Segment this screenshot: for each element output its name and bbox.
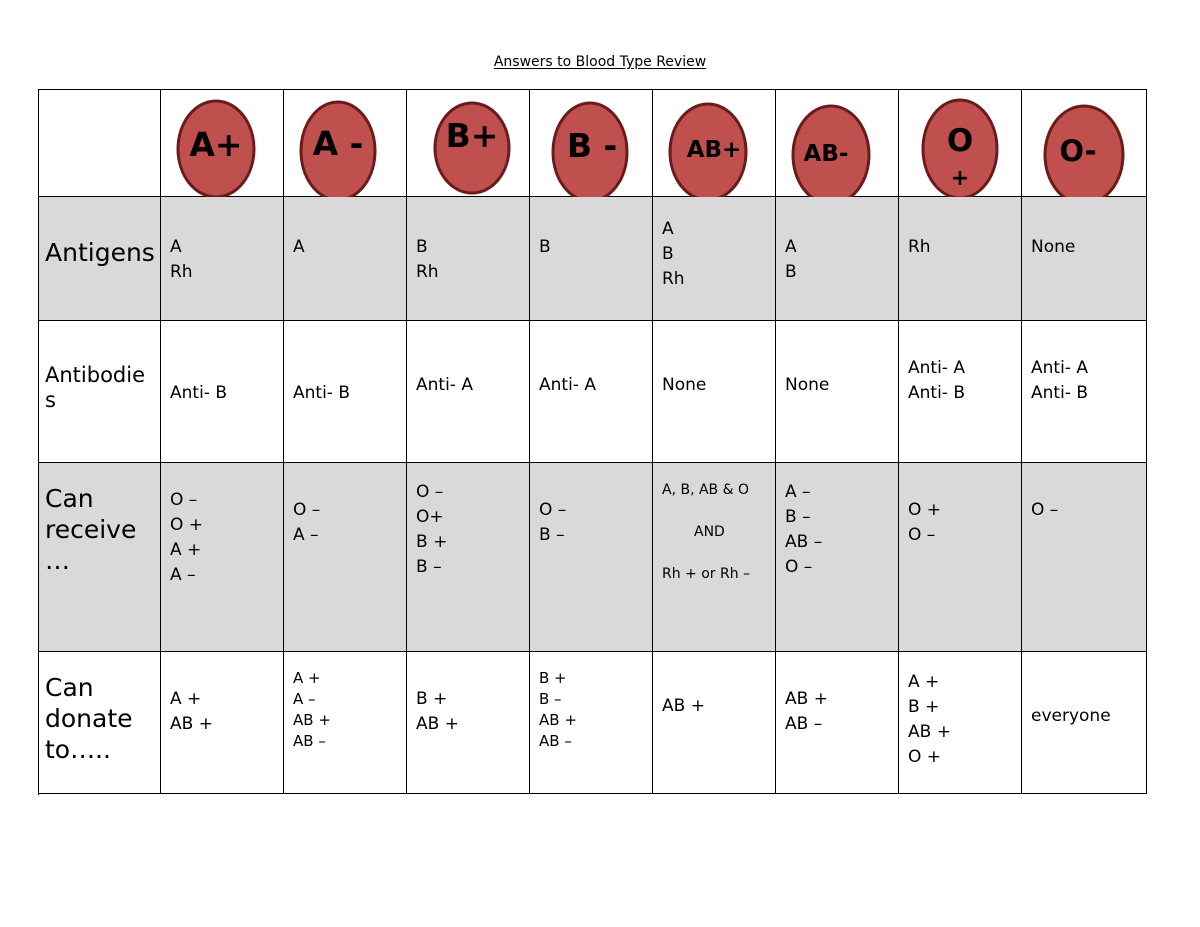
cell-text: Anti- A Anti- B	[908, 358, 965, 403]
donate-o-neg	[1022, 652, 1147, 794]
receive-o-neg	[1022, 463, 1147, 652]
cell-text-line	[662, 501, 767, 522]
row-label: Can donate to…..	[45, 673, 133, 764]
receive-ab-pos	[653, 463, 776, 652]
donate-ab-neg	[776, 652, 899, 794]
receive-b-pos	[407, 463, 530, 652]
cell-text: B	[539, 237, 551, 257]
antibodies-a-pos	[161, 321, 284, 463]
header-cell-a-pos	[161, 89, 284, 197]
cell-text: A B	[785, 237, 797, 282]
cell-text: O – A –	[293, 500, 321, 545]
blood-type-label-part: O	[946, 123, 974, 159]
antigens-o-neg	[1022, 197, 1147, 321]
row-header-can-receive	[38, 463, 161, 652]
blood-type-table	[38, 89, 1147, 794]
cell-text: A	[293, 237, 305, 257]
donate-b-pos	[407, 652, 530, 794]
blood-drop-o-pos	[920, 97, 1000, 201]
donate-o-pos	[899, 652, 1022, 794]
header-cell-ab-neg	[776, 89, 899, 197]
cell-text: Rh	[908, 237, 931, 257]
row-label: Antibodies	[45, 363, 146, 412]
receive-ab-neg	[776, 463, 899, 652]
receive-a-neg	[284, 463, 407, 652]
antibodies-ab-pos	[653, 321, 776, 463]
cell-text-line: A, B, AB & O	[662, 482, 750, 498]
cell-text: A – B – AB – O –	[785, 482, 823, 577]
blood-type-label	[947, 123, 973, 159]
blood-drop-o-neg	[1042, 103, 1126, 207]
row-label: Can receive …	[45, 484, 137, 575]
row-header-can-donate	[38, 652, 161, 794]
antigens-b-pos	[407, 197, 530, 321]
cell-text: None	[785, 375, 830, 395]
donate-a-pos	[161, 652, 284, 794]
cell-text: Anti- A	[539, 375, 596, 395]
header-empty-cell	[38, 89, 161, 197]
antibodies-ab-neg	[776, 321, 899, 463]
antigens-o-pos	[899, 197, 1022, 321]
antigens-b-neg	[530, 197, 653, 321]
donate-b-neg	[530, 652, 653, 794]
header-cell-b-pos	[407, 89, 530, 197]
cell-text: B + B – AB + AB –	[539, 669, 577, 750]
cell-text: Anti- A Anti- B	[1031, 358, 1088, 403]
antigens-ab-pos	[653, 197, 776, 321]
cell-text: A B Rh	[662, 219, 685, 289]
antibodies-b-neg	[530, 321, 653, 463]
antigens-a-neg	[284, 197, 407, 321]
blood-type-label: B -	[566, 126, 618, 165]
blood-drop-a-pos	[175, 98, 257, 200]
blood-drop-ab-neg	[790, 103, 872, 207]
blood-type-label: B+	[445, 116, 499, 155]
cell-text: AB + AB –	[785, 689, 828, 734]
cell-text: None	[1031, 237, 1076, 257]
blood-drop-b-neg	[550, 100, 630, 204]
header-cell-o-neg	[1022, 89, 1147, 197]
cell-text: A + AB +	[170, 689, 213, 734]
antibodies-a-neg	[284, 321, 407, 463]
cell-text-line: Rh + or Rh –	[662, 566, 751, 582]
header-cell-b-neg	[530, 89, 653, 197]
receive-o-pos	[899, 463, 1022, 652]
header-cell-ab-pos	[653, 89, 776, 197]
cell-text: O – O+ B + B –	[416, 482, 448, 577]
blood-type-label: AB+	[686, 137, 742, 163]
blood-type-label: O-	[1059, 134, 1097, 168]
blood-drop-ab-pos	[667, 101, 749, 203]
cell-text-line	[662, 543, 767, 564]
page-title: Answers to Blood Type Review	[493, 54, 707, 70]
cell-text: A Rh	[170, 237, 193, 282]
cell-text: everyone	[1031, 706, 1111, 726]
antigens-ab-neg	[776, 197, 899, 321]
blood-type-label: A -	[312, 124, 364, 163]
header-cell-o-pos	[899, 89, 1022, 197]
antibodies-b-pos	[407, 321, 530, 463]
blood-type-hidden-label: O+	[920, 97, 922, 98]
cell-text	[662, 480, 767, 585]
cell-text: A + A – AB + AB –	[293, 669, 331, 750]
row-header-antigens	[38, 197, 161, 321]
cell-text: Anti- B	[170, 383, 227, 403]
blood-type-label: AB-	[803, 141, 849, 167]
row-header-antibodies	[38, 321, 161, 463]
receive-a-pos	[161, 463, 284, 652]
blood-type-label: A+	[189, 125, 243, 164]
cell-text: O – O + A + A –	[170, 490, 204, 585]
row-label: Antigens	[45, 238, 155, 267]
blood-type-plus-glyph: +	[950, 166, 970, 191]
cell-text: O –	[1031, 500, 1059, 520]
cell-text: O – B –	[539, 500, 567, 545]
cell-text-line: AND	[694, 524, 725, 540]
cell-text: B + AB +	[416, 689, 459, 734]
blood-drop-a-neg	[298, 99, 378, 203]
donate-ab-pos	[653, 652, 776, 794]
cell-text: Anti- B	[293, 383, 350, 403]
cell-text: AB +	[662, 696, 705, 716]
cell-text: B Rh	[416, 237, 439, 282]
blood-drop-b-pos	[432, 100, 512, 196]
header-cell-a-neg	[284, 89, 407, 197]
cell-text: None	[662, 375, 707, 395]
receive-b-neg	[530, 463, 653, 652]
antibodies-o-pos	[899, 321, 1022, 463]
cell-text: O + O –	[908, 500, 942, 545]
donate-a-neg	[284, 652, 407, 794]
cell-text: A + B + AB + O +	[908, 672, 951, 767]
cell-text: Anti- A	[416, 375, 473, 395]
antibodies-o-neg	[1022, 321, 1147, 463]
antigens-a-pos	[161, 197, 284, 321]
